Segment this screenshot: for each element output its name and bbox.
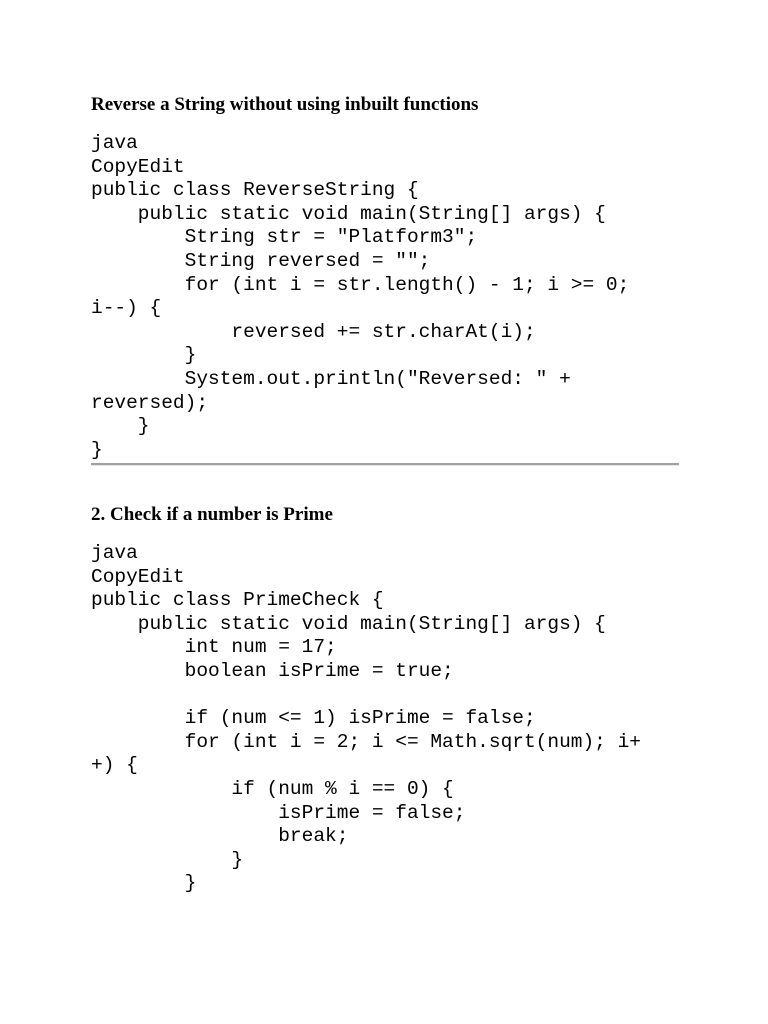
code-line: } [91,415,150,438]
code-line: reversed); [91,391,209,414]
code-line: java [91,132,138,154]
code-line: if (num % i == 0) { [91,777,454,800]
code-line: i--) { [91,297,162,320]
code-line: } [91,438,103,461]
code-line: String reversed = ""; [91,249,431,272]
code-line: for (int i = str.length() - 1; i >= 0; [91,273,630,296]
code-line: java [91,542,138,564]
code-block-prime-check [91,542,641,896]
section-heading-reverse-string: Reverse a String without using inbuilt functions [91,94,479,115]
horizontal-divider [91,463,679,466]
code-line: public class PrimeCheck { [91,589,384,612]
code-line: isPrime = false; [91,801,466,824]
code-line: if (num <= 1) isPrime = false; [91,707,536,730]
code-line: String str = "Platform3"; [91,226,478,249]
code-line: CopyEdit [91,155,185,178]
code-line: } [91,848,244,871]
code-line: public static void main(String[] args) { [91,202,606,225]
code-line: for (int i = 2; i <= Math.sqrt(num); i+ [91,730,641,753]
code-line: +) { [91,754,138,777]
code-line: CopyEdit [91,565,185,588]
code-line [91,684,641,708]
code-line: public static void main(String[] args) { [91,612,606,635]
code-line: boolean isPrime = true; [91,659,454,682]
code-line: System.out.println("Reversed: " + [91,367,571,390]
code-line: reversed += str.charAt(i); [91,320,536,343]
code-line: } [91,872,197,895]
code-line: int num = 17; [91,636,337,659]
code-block-reverse-string [91,132,629,462]
code-line: } [91,344,197,367]
code-line: public class ReverseString { [91,179,419,202]
code-line: break; [91,825,349,848]
section-heading-prime-check: 2. Check if a number is Prime [91,504,333,525]
